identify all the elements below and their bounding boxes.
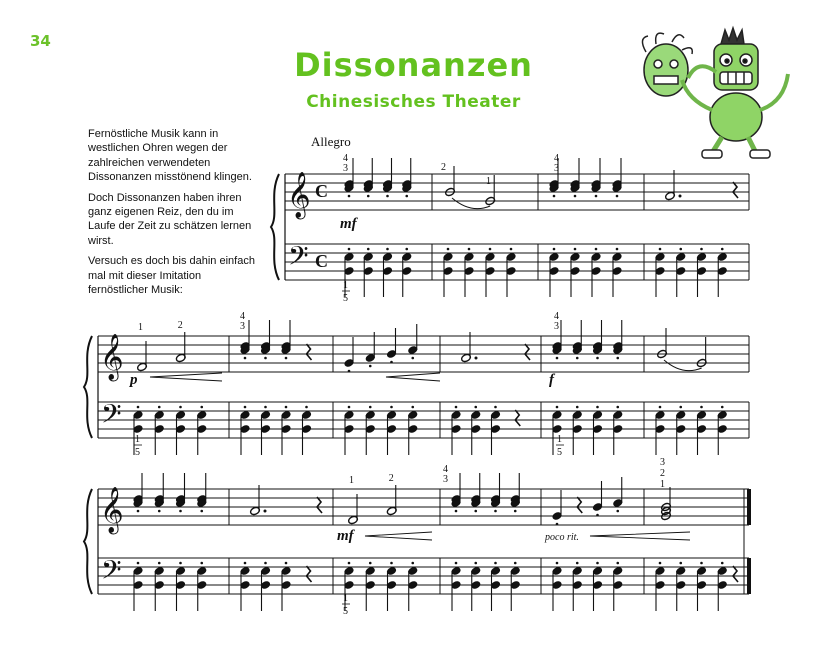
staccato-dot bbox=[411, 562, 414, 565]
staccato-dot bbox=[553, 248, 556, 251]
staccato-dot bbox=[264, 406, 267, 409]
staccato-dot bbox=[285, 406, 288, 409]
tempo-marking: Allegro bbox=[311, 134, 351, 149]
staccato-dot bbox=[244, 357, 247, 360]
staccato-dot bbox=[474, 406, 477, 409]
staccato-dot bbox=[348, 406, 351, 409]
staccato-dot bbox=[721, 562, 724, 565]
staccato-dot bbox=[595, 248, 598, 251]
quarter-rest bbox=[307, 344, 312, 360]
fingering-4: 4 bbox=[443, 464, 448, 475]
staccato-dot bbox=[556, 406, 559, 409]
quarter-rest bbox=[733, 566, 738, 582]
intro-paragraph-1: Fernöstliche Musik kann in westlichen Ohren wegen der zahlreichen verwendeten Dissonanzen misstönend klingen. bbox=[88, 128, 252, 184]
quarter-rest bbox=[317, 497, 322, 513]
fingering-3: 3 bbox=[443, 474, 448, 485]
staccato-dot bbox=[369, 365, 372, 368]
fingering-2: 2 bbox=[441, 162, 446, 173]
staccato-dot bbox=[179, 406, 182, 409]
time-signature-bass: C bbox=[315, 251, 328, 271]
fingering-1: 1 bbox=[349, 475, 354, 486]
staccato-dot bbox=[390, 562, 393, 565]
staccato-dot bbox=[348, 562, 351, 565]
staccato-dot bbox=[369, 562, 372, 565]
lh-fingering-5: 5 bbox=[343, 293, 348, 304]
crescendo-hairpin bbox=[590, 532, 690, 540]
staccato-dot bbox=[700, 406, 703, 409]
staccato-dot bbox=[616, 195, 619, 198]
staccato-dot bbox=[574, 195, 577, 198]
staccato-dot bbox=[200, 510, 203, 513]
staccato-dot bbox=[556, 562, 559, 565]
staccato-dot bbox=[369, 406, 372, 409]
bass-clef: 𝄢 bbox=[288, 240, 309, 278]
slur bbox=[664, 360, 702, 371]
staccato-dot bbox=[367, 248, 370, 251]
staccato-dot bbox=[700, 248, 703, 251]
system-brace bbox=[271, 174, 279, 280]
staccato-dot bbox=[596, 357, 599, 360]
staccato-dot bbox=[721, 406, 724, 409]
staccato-dot bbox=[386, 248, 389, 251]
staccato-dot bbox=[700, 562, 703, 565]
staccato-dot bbox=[405, 248, 408, 251]
staccato-dot bbox=[411, 357, 414, 360]
staccato-dot bbox=[285, 357, 288, 360]
staccato-dot bbox=[386, 195, 389, 198]
staccato-dot bbox=[137, 510, 140, 513]
staccato-dot bbox=[616, 406, 619, 409]
staccato-dot bbox=[405, 195, 408, 198]
slur bbox=[452, 198, 490, 209]
staccato-dot bbox=[367, 195, 370, 198]
staccato-dot bbox=[659, 562, 662, 565]
fingering-final-2: 2 bbox=[660, 468, 665, 479]
staccato-dot bbox=[447, 248, 450, 251]
treble-clef: 𝄞 bbox=[100, 487, 124, 533]
staccato-dot bbox=[494, 510, 497, 513]
fingering-4: 4 bbox=[554, 311, 559, 322]
bass-clef: 𝄢 bbox=[101, 554, 122, 592]
staccato-dot bbox=[576, 562, 579, 565]
crescendo-hairpin bbox=[365, 532, 432, 540]
staccato-dot bbox=[264, 357, 267, 360]
staccato-dot bbox=[264, 562, 267, 565]
system-brace bbox=[84, 489, 92, 594]
staccato-dot bbox=[285, 562, 288, 565]
staccato-dot bbox=[576, 357, 579, 360]
staccato-dot bbox=[200, 562, 203, 565]
staccato-dot bbox=[474, 510, 477, 513]
staccato-dot bbox=[616, 510, 619, 513]
fingering-final-1: 1 bbox=[660, 479, 665, 490]
staccato-dot bbox=[553, 195, 556, 198]
staccato-dot bbox=[510, 248, 513, 251]
staccato-dot bbox=[455, 510, 458, 513]
lh-fingering-1: 1 bbox=[343, 280, 348, 291]
quarter-rest bbox=[307, 566, 312, 582]
treble-clef: 𝄞 bbox=[100, 334, 124, 380]
system-brace bbox=[84, 336, 92, 438]
page-title: Dissonanzen bbox=[294, 46, 533, 84]
staccato-dot bbox=[158, 510, 161, 513]
staccato-dot bbox=[679, 248, 682, 251]
staccato-dot bbox=[158, 406, 161, 409]
staccato-dot bbox=[390, 406, 393, 409]
crescendo-hairpin bbox=[386, 373, 440, 381]
staccato-dot bbox=[455, 562, 458, 565]
staccato-dot bbox=[348, 370, 351, 373]
augmentation-dot bbox=[475, 357, 478, 360]
lh-fingering-1: 1 bbox=[343, 593, 348, 604]
fingering-4: 4 bbox=[343, 153, 348, 164]
intro-paragraph-3: Versuch es doch bis dahin einfach mal mit dieser Imitation fernöstlicher Musik: bbox=[88, 255, 255, 297]
quarter-rest bbox=[525, 344, 530, 360]
fingering-final-3: 3 bbox=[660, 457, 665, 468]
staccato-dot bbox=[596, 406, 599, 409]
staccato-dot bbox=[244, 562, 247, 565]
fingering-1: 1 bbox=[138, 322, 143, 333]
staccato-dot bbox=[514, 510, 517, 513]
staccato-dot bbox=[305, 406, 308, 409]
staccato-dot bbox=[137, 562, 140, 565]
lh-fingering-5: 5 bbox=[557, 447, 562, 458]
augmentation-dot bbox=[264, 510, 267, 513]
lh-fingering-5: 5 bbox=[343, 606, 348, 617]
staccato-dot bbox=[348, 248, 351, 251]
staccato-dot bbox=[158, 562, 161, 565]
staccato-dot bbox=[595, 195, 598, 198]
page-subtitle: Chinesisches Theater bbox=[306, 92, 521, 112]
staccato-dot bbox=[514, 562, 517, 565]
fingering-4: 4 bbox=[240, 311, 245, 322]
fingering-3: 3 bbox=[343, 163, 348, 174]
bass-clef: 𝄢 bbox=[101, 398, 122, 436]
staccato-dot bbox=[179, 562, 182, 565]
staccato-dot bbox=[411, 406, 414, 409]
staccato-dot bbox=[244, 406, 247, 409]
fingering-3: 3 bbox=[240, 321, 245, 332]
dynamic-mf-2: mf bbox=[337, 528, 354, 544]
staccato-dot bbox=[574, 248, 577, 251]
page-number: 34 bbox=[30, 32, 51, 50]
staccato-dot bbox=[200, 406, 203, 409]
staccato-dot bbox=[348, 195, 351, 198]
staccato-dot bbox=[576, 406, 579, 409]
fingering-3: 3 bbox=[554, 163, 559, 174]
augmentation-dot bbox=[679, 195, 682, 198]
staccato-dot bbox=[556, 357, 559, 360]
staccato-dot bbox=[679, 562, 682, 565]
treble-clef: 𝄞 bbox=[287, 172, 311, 218]
fingering-3: 3 bbox=[554, 321, 559, 332]
dynamic-p: p bbox=[130, 372, 138, 388]
staccato-dot bbox=[489, 248, 492, 251]
fingering-2: 2 bbox=[177, 320, 183, 331]
staccato-dot bbox=[556, 523, 559, 526]
fingering-2: 2 bbox=[388, 473, 394, 484]
staccato-dot bbox=[721, 248, 724, 251]
poco-rit-text: poco rit. bbox=[545, 532, 579, 543]
time-signature-treble: C bbox=[315, 181, 328, 201]
staccato-dot bbox=[474, 562, 477, 565]
dynamic-f: f bbox=[549, 372, 554, 388]
staccato-dot bbox=[494, 562, 497, 565]
staccato-dot bbox=[179, 510, 182, 513]
staccato-dot bbox=[596, 562, 599, 565]
staccato-dot bbox=[494, 406, 497, 409]
fingering-4: 4 bbox=[554, 153, 559, 164]
staccato-dot bbox=[596, 514, 599, 517]
staccato-dot bbox=[616, 357, 619, 360]
quarter-rest bbox=[733, 182, 738, 198]
lh-fingering-1: 1 bbox=[135, 434, 140, 445]
staccato-dot bbox=[390, 361, 393, 364]
fingering-1: 1 bbox=[486, 176, 491, 187]
lh-fingering-1: 1 bbox=[557, 434, 562, 445]
staccato-dot bbox=[659, 248, 662, 251]
staccato-dot bbox=[468, 248, 471, 251]
staccato-dot bbox=[616, 562, 619, 565]
crescendo-hairpin bbox=[150, 373, 222, 381]
dynamic-mf: mf bbox=[340, 216, 357, 232]
lh-fingering-5: 5 bbox=[135, 447, 140, 458]
staccato-dot bbox=[455, 406, 458, 409]
staccato-dot bbox=[137, 406, 140, 409]
staccato-dot bbox=[679, 406, 682, 409]
quarter-rest bbox=[515, 410, 520, 426]
intro-paragraph-2: Doch Dissonanzen haben ihren ganz eigenen Reiz, den du im Laufe der Zeit zu schätzen lernen wirst. bbox=[88, 191, 252, 247]
staccato-dot bbox=[659, 406, 662, 409]
quarter-rest bbox=[577, 497, 582, 513]
staccato-dot bbox=[616, 248, 619, 251]
